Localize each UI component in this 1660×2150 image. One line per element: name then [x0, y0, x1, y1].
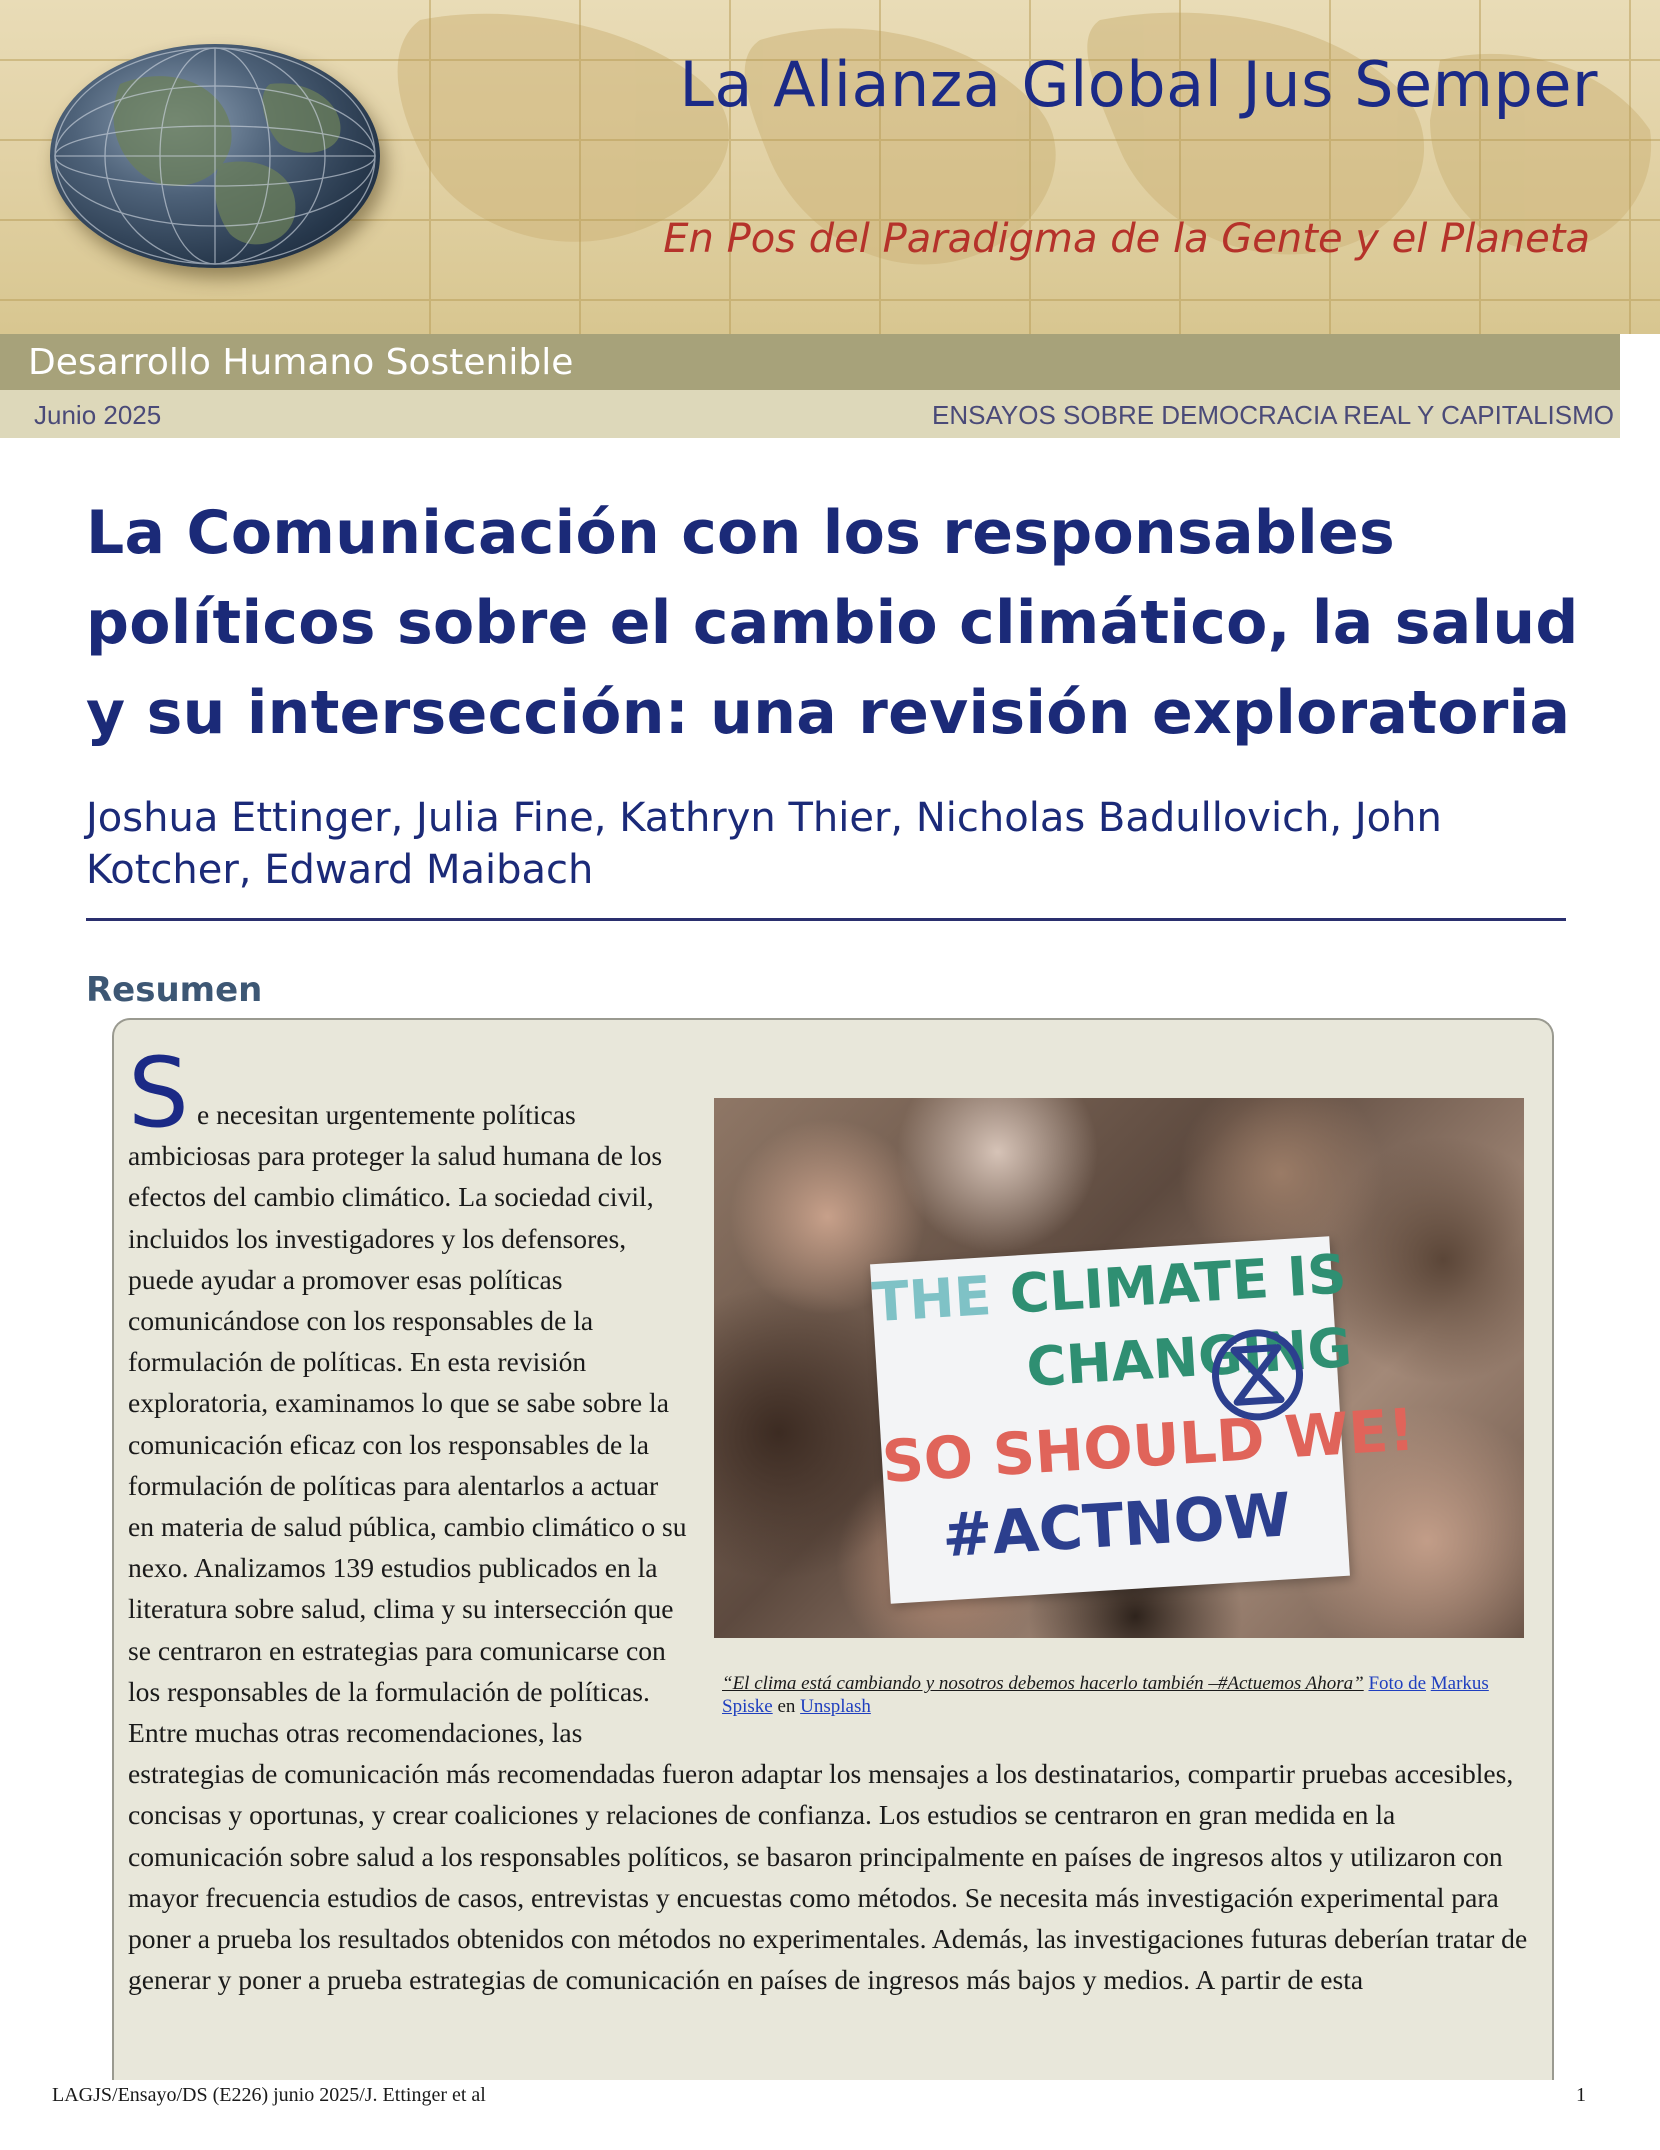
article-authors: Joshua Ettinger, Julia Fine, Kathryn Thier, Nicholas Badullovich, John Kotcher, Edward Maibach: [86, 795, 1442, 893]
abstract-text: e necesitan urgentemente políticas ambiciosas para proteger la salud humana de los efectos del cambio climático. La sociedad civil, incluidos los investigadores y los defensores, puede ayudar a promover esas políticas comunicándose con los responsables de la formulación de políticas. En esta revisión exploratoria, examinamos lo que se sabe sobre la comunicación eficaz con los responsables de la formulación de políticas para alentarlos a actuar en materia de salud pública, cambio climático o su nexo. Analizamos 139 estudios publicados en la literatura sobre salud, clima y su intersección que se centraron en estrategias para comunicarse con los responsables de la formulación de políticas. Entre muchas otras recomendaciones, las estrategias de comunicación más recomendadas fueron adaptar los mensajes a los destinatarios, compartir pruebas accesibles, concisas y oportunas, y crear coaliciones y relaciones de confianza. Los estudios se centraron en gran medida en la comunicación sobre salud a los responsables políticos, se basaron principalmente en países de ingresos altos y utilizaron con mayor frecuencia estudios de casos, entrevistas y encuestas como métodos. Se necesita más investigación experimental para poner a prueba los resultados obtenidos con métodos no experimentales. Además, las investigaciones futuras deberían tratar de generar y poner a prueba estrategias de comunicación en países de ingresos más bajos y medios. A partir de esta: [128, 1099, 1528, 1996]
caption-source-link[interactable]: Unsplash: [800, 1696, 871, 1717]
drop-cap: S: [128, 1037, 189, 1149]
article-title: La Comunicación con los responsables políticos sobre el cambio climático, la salud y su intersección: una revisión exploratoria: [86, 498, 1579, 748]
series-label: ENSAYOS SOBRE DEMOCRACIA REAL Y CAPITALISMO: [932, 400, 1614, 430]
sign-line-2: CHANGING: [1024, 1316, 1354, 1399]
sign-line-4: #ACTNOW: [940, 1480, 1293, 1572]
section-label: Desarrollo Humano Sostenible: [28, 342, 574, 383]
caption-photo-link[interactable]: Foto de: [1368, 1673, 1426, 1694]
footer-reference: LAGJS/Ensayo/DS (E226) junio 2025/J. Ettinger et al: [52, 2084, 486, 2106]
title-divider: [86, 918, 1566, 921]
protest-photo: [714, 1098, 1524, 1638]
sign-line-1: [870, 1242, 1349, 1335]
protest-sign: [870, 1236, 1417, 1603]
globe-icon: [50, 44, 380, 268]
abstract-body: [128, 1037, 1530, 2000]
page-number: 1: [1576, 2084, 1586, 2106]
caption-author-link[interactable]: Markus Spiske: [722, 1673, 1489, 1717]
issue-date: Junio 2025: [34, 400, 162, 430]
photo-figure: [714, 1098, 1540, 1718]
organization-tagline: En Pos del Paradigma de la Gente y el Planeta: [663, 216, 1590, 262]
abstract-heading: Resumen: [86, 970, 263, 1010]
abstract-box: [112, 1018, 1554, 2080]
first-line-spacer: [128, 1046, 1530, 1094]
sign-line-3: SO SHOULD WE!: [880, 1395, 1417, 1496]
header-banner: [0, 0, 1660, 334]
photo-caption: [722, 1672, 1522, 1718]
section-bar: [0, 334, 1620, 390]
issue-bar: [0, 390, 1620, 438]
organization-title: La Alianza Global Jus Semper: [679, 48, 1598, 121]
caption-quote: “El clima está cambiando y nosotros debemos hacerlo también –#Actuemos Ahora”: [722, 1673, 1364, 1694]
sign-word-the: THE: [870, 1264, 994, 1335]
sign-word-climate-is: CLIMATE IS: [1007, 1242, 1349, 1326]
caption-en: en: [777, 1696, 796, 1717]
